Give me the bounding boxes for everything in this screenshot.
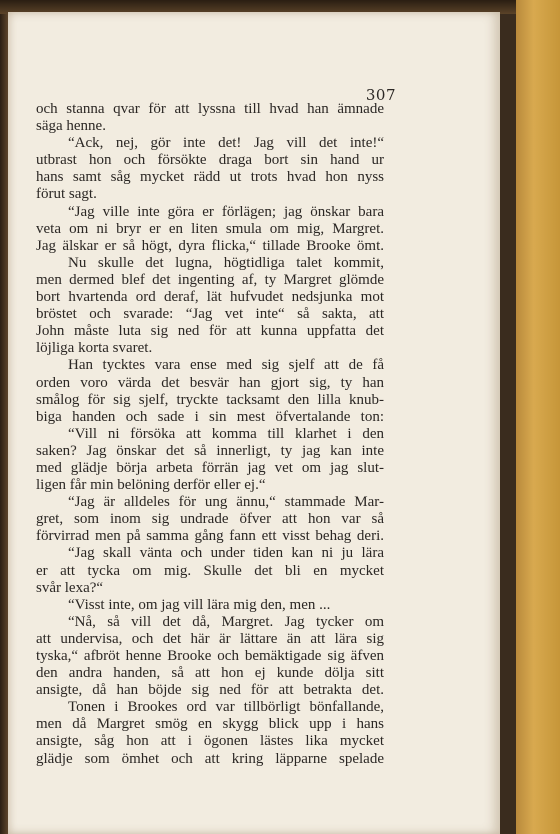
text-line: och stanna qvar för att lyssna till hvad han ämnade [36, 101, 384, 117]
book-cover-edge-right [516, 0, 560, 834]
text-line: Jag älskar er så högt, dyra flicka,“ tillade Brooke ömt. [36, 237, 384, 254]
text-line: utbrast hon och försökte draga bort sin hand ur [36, 152, 384, 169]
text-line: Nu skulle det lugna, högtidliga talet kommit, [68, 254, 384, 271]
text-line: gret, som inom sig undrade öfver att hon var så [36, 511, 384, 528]
text-line: “Vill ni försöka att komma till klarhet i den [68, 425, 384, 442]
text-line: John måste luta sig ned för att kunna uppfatta det [36, 323, 384, 340]
text-line: “Jag ville inte göra er förlägen; jag önskar bara [68, 203, 384, 220]
text-line: men då Margret smög en skygg blick upp i hans [36, 716, 384, 733]
text-line: löjliga korta svaret. [36, 340, 153, 357]
text-line: hans samt såg mycket rädd ut trots hvad hon nyss [36, 169, 384, 186]
text-line: tyska,“ afbröt henne Brooke och bemäktigade sig äfven [36, 648, 384, 664]
text-line: med glädje börja arbeta förrän jag vet om jag slut- [36, 459, 384, 476]
text-line: er att tycka om mig. Skulle det bli en mycket [36, 562, 384, 579]
text-line: förut sagt. [36, 186, 97, 203]
text-line: glädje som ömhet och att kring läpparne spelade [36, 750, 384, 767]
text-line: bort hvartenda ord deraf, lät hufvudet nedsjunka mot [36, 289, 384, 306]
text-line: smålog för sig sjelf, tryckte tacksamt den lilla knub- [36, 391, 384, 408]
text-line: veta om ni bryr er en liten smula om mig, Margret. [36, 220, 384, 237]
text-line: ligen får min belöning derför eller ej.“ [36, 477, 266, 494]
text-line: Han tycktes vara ense med sig sjelf att de få [68, 357, 384, 374]
text-line: Tonen i Brookes ord var tillbörligt bönfallande, [68, 699, 384, 716]
page-text-block [36, 101, 384, 768]
text-line: “Jag skall vänta och under tiden kan ni ju lära [68, 545, 384, 562]
text-line: säga henne. [36, 118, 106, 135]
text-line: ansigte, såg hon att i ögonen lästes lika mycket [36, 733, 384, 750]
text-line: ansigte, då han böjde sig ned för att betrakta det. [36, 682, 384, 699]
text-line: att undervisa, och det här är lättare än att lära sig [36, 630, 384, 647]
text-line: orden voro värda det besvär han gjort sig, ty han [36, 374, 384, 391]
text-line: “Jag är alldeles för ung ännu,“ stammade Mar- [68, 494, 384, 511]
text-line: men dermed blef det ingenting af, ty Margret glömde [36, 271, 384, 288]
text-line: förvirrad men på samma gång fann ett visst behag deri. [36, 528, 384, 545]
text-line: den andra handen, så att hon ej kunde dölja sitt [36, 665, 384, 682]
text-line: biga handen och sade i sin mest öfvertalande ton: [36, 408, 384, 425]
text-line: “Nå, så vill det då, Margret. Jag tycker om [68, 613, 384, 630]
text-line: saken? Jag önskar det så innerligt, ty jag kan inte [36, 442, 384, 459]
text-line: “Ack, nej, gör inte det! Jag vill det inte!“ [68, 135, 384, 152]
text-line: svår lexa?“ [36, 579, 104, 596]
page-number: 307 [365, 86, 396, 104]
text-line: bröstet och svarade: “Jag vet inte“ så sakta, att [36, 306, 384, 323]
text-line: “Visst inte, om jag vill lära mig den, men ... [68, 596, 331, 613]
